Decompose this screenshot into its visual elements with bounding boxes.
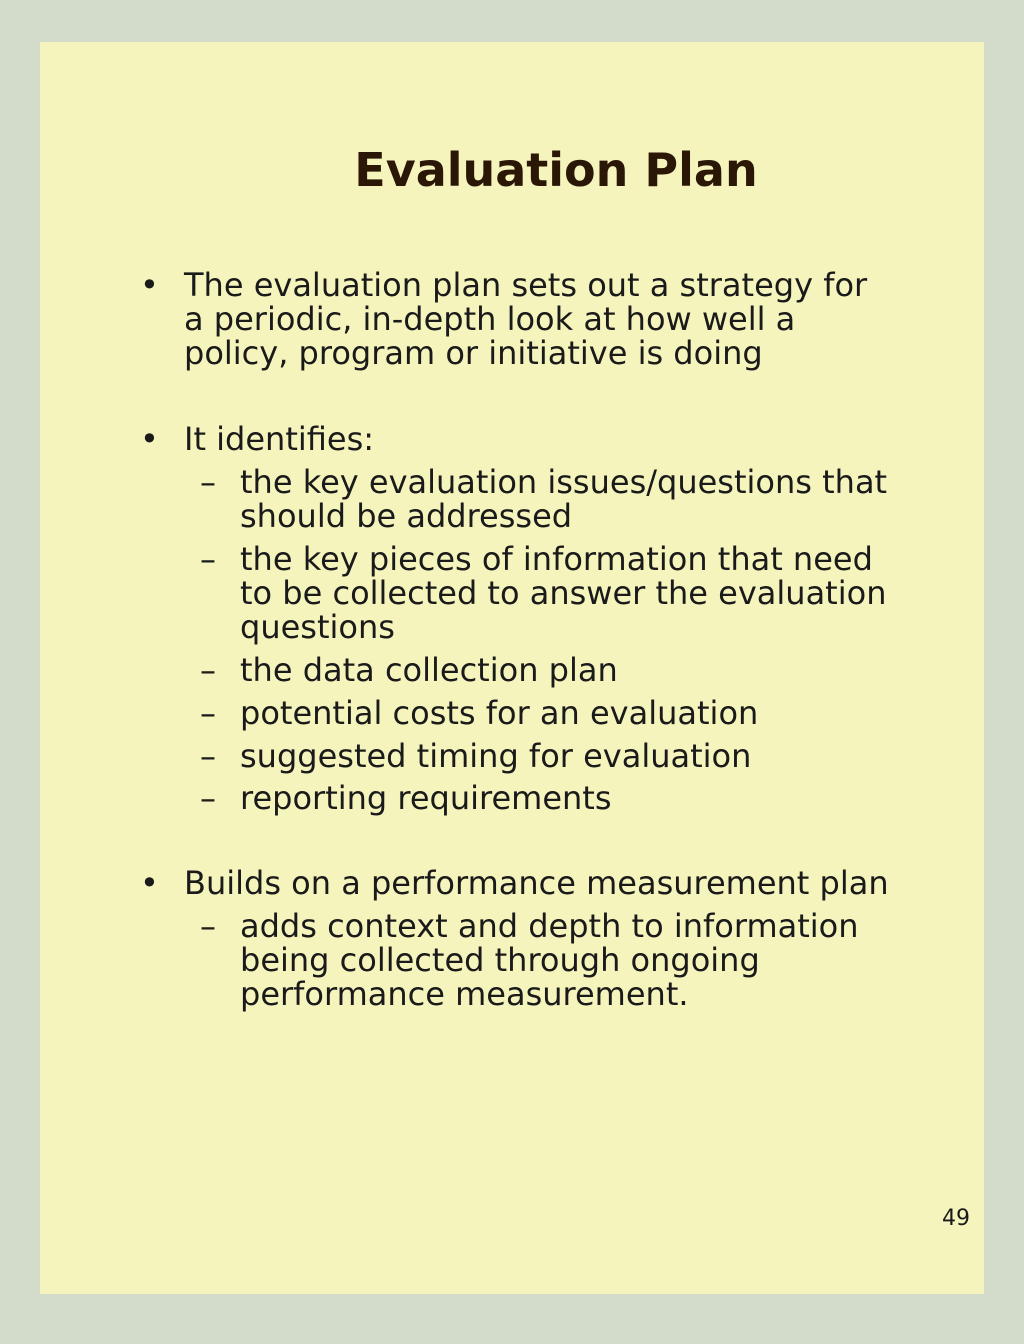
bullet-line: a periodic, in-depth look at how well a <box>184 300 796 338</box>
subitem-line: should be addressed <box>240 497 573 535</box>
bullet-line: It identifies: <box>184 420 375 458</box>
slide-title: Evaluation Plan <box>354 143 758 197</box>
dash-marker: – <box>200 463 216 501</box>
dash-marker: – <box>200 540 216 578</box>
page-number: 49 <box>942 1206 970 1231</box>
subitem-line: to be collected to answer the evaluation <box>240 574 887 612</box>
bullet-text <box>184 268 884 370</box>
subitem-text <box>240 542 900 644</box>
bullet-line: Builds on a performance measurement plan <box>184 864 889 902</box>
subitem-text <box>240 696 900 730</box>
subitem-text <box>240 739 900 773</box>
subitem-line: the data collection plan <box>240 651 618 689</box>
bullet-line: policy, program or initiative is doing <box>184 334 763 372</box>
bullet-marker: • <box>140 266 159 304</box>
subitem-text <box>240 909 900 1011</box>
dash-marker: – <box>200 779 216 817</box>
subitem-line: adds context and depth to information <box>240 907 859 945</box>
subitem-text <box>240 653 900 687</box>
subitem-line: potential costs for an evaluation <box>240 694 759 732</box>
slide <box>40 42 984 1294</box>
dash-marker: – <box>200 907 216 945</box>
subitem-text <box>240 465 900 533</box>
subitem-line: questions <box>240 608 395 646</box>
dash-marker: – <box>200 651 216 689</box>
bullet-marker: • <box>140 864 159 902</box>
subitem-line: reporting requirements <box>240 779 612 817</box>
subitem-text <box>240 781 900 815</box>
bullet-text <box>184 864 889 902</box>
bullet-marker: • <box>140 420 159 458</box>
bullet-line: The evaluation plan sets out a strategy for <box>184 266 868 304</box>
dash-marker: – <box>200 737 216 775</box>
subitem-line: the key pieces of information that need <box>240 540 873 578</box>
subitem-line: the key evaluation issues/questions that <box>240 463 888 501</box>
dash-marker: – <box>200 694 216 732</box>
subitem-line: suggested timing for evaluation <box>240 737 752 775</box>
subitem-line: performance measurement. <box>240 975 689 1013</box>
subitem-line: being collected through ongoing <box>240 941 760 979</box>
bullet-text <box>184 422 884 456</box>
